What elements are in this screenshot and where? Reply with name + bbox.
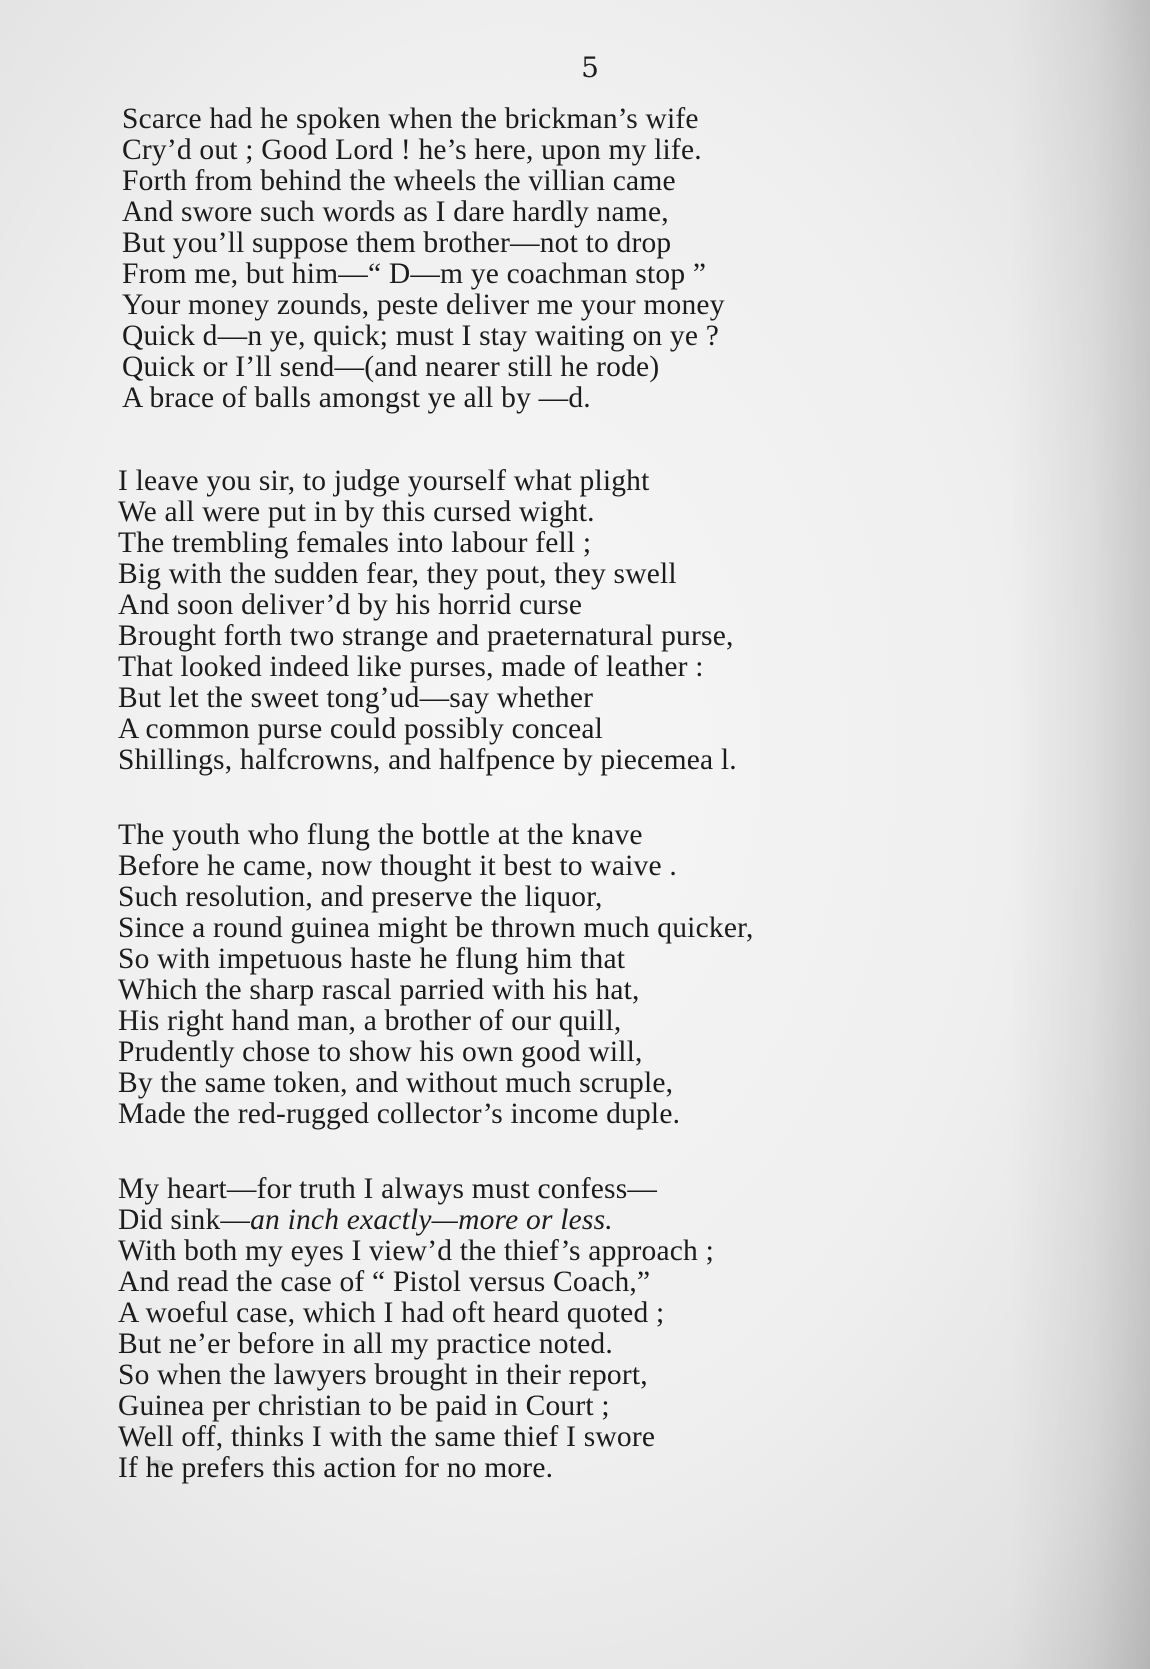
poem-line: Guinea per christian to be paid in Court ;: [118, 1390, 610, 1422]
stanza-1: [122, 104, 725, 414]
poem-line: Before he came, now thought it best to waive .: [118, 850, 677, 882]
poem-line-roman: Did sink—: [118, 1204, 251, 1236]
stanza-3: [118, 820, 754, 1130]
poem-line: Big with the sudden fear, they pout, they swell: [118, 558, 677, 590]
poem-line: But let the sweet tong’ud—say whether: [118, 682, 594, 714]
poem-line: Such resolution, and preserve the liquor,: [118, 881, 603, 913]
poem-line-italic: an inch exactly—more or less.: [250, 1204, 613, 1236]
poem-line: Brought forth two strange and praeternatural purse,: [118, 620, 734, 652]
stanza-4: [118, 1174, 714, 1484]
poem-line: With both my eyes I view’d the thief’s approach ;: [118, 1235, 714, 1267]
poem-line: And soon deliver’d by his horrid curse: [118, 589, 583, 621]
poem-line: Since a round guinea might be thrown much quicker,: [118, 912, 754, 944]
poem-line: The youth who flung the bottle at the knave: [118, 819, 643, 851]
poem-line: Shillings, halfcrowns, and halfpence by piecemea l.: [118, 744, 737, 776]
poem-line: Your money zounds, peste deliver me your money: [122, 289, 725, 321]
ink-smudge: [150, 1460, 164, 1468]
poem-line: Which the sharp rascal parried with his hat,: [118, 974, 640, 1006]
poem-line: But ne’er before in all my practice noted.: [118, 1328, 613, 1360]
poem-line: From me, but him—“ D—m ye coachman stop ”: [122, 258, 707, 290]
poem-line: If he prefers this action for no more.: [118, 1452, 554, 1484]
poem-line: But you’ll suppose them brother—not to drop: [122, 227, 672, 259]
poem-line: So with impetuous haste he flung him that: [118, 943, 626, 975]
poem-line: Cry’d out ; Good Lord ! he’s here, upon my life.: [122, 134, 702, 166]
poem-line: So when the lawyers brought in their report,: [118, 1359, 648, 1391]
poem-line: I leave you sir, to judge yourself what plight: [118, 465, 650, 497]
poem-line: By the same token, and without much scruple,: [118, 1067, 674, 1099]
poem-line: A woeful case, which I had oft heard quoted ;: [118, 1297, 665, 1329]
poem-line: A common purse could possibly conceal: [118, 713, 604, 745]
page-number: 5: [581, 51, 599, 84]
poem-line: His right hand man, a brother of our quill,: [118, 1005, 622, 1037]
poem-line: That looked indeed like purses, made of leather :: [118, 651, 704, 683]
page-shadow: [1010, 0, 1150, 1669]
poem-line: The trembling females into labour fell ;: [118, 527, 592, 559]
poem-line: And swore such words as I dare hardly name,: [122, 196, 669, 228]
poem-line: Scarce had he spoken when the brickman’s wife: [122, 103, 699, 135]
poem-line: Prudently chose to show his own good will,: [118, 1036, 643, 1068]
poem-line: We all were put in by this cursed wight.: [118, 496, 595, 528]
stanza-2: [118, 466, 737, 776]
poem-line: A brace of balls amongst ye all by —d.: [122, 382, 591, 414]
poem-line: [118, 1205, 714, 1236]
poem-line: Well off, thinks I with the same thief I swore: [118, 1421, 656, 1453]
poem-line: Made the red-rugged collector’s income duple.: [118, 1098, 681, 1130]
poem-line: Forth from behind the wheels the villian came: [122, 165, 676, 197]
poem-line: Quick d—n ye, quick; must I stay waiting on ye ?: [122, 320, 720, 352]
poem-line: My heart—for truth I always must confess—: [118, 1173, 658, 1205]
poem-line: Quick or I’ll send—(and nearer still he rode): [122, 351, 660, 383]
poem-line: And read the case of “ Pistol versus Coach,”: [118, 1266, 651, 1298]
